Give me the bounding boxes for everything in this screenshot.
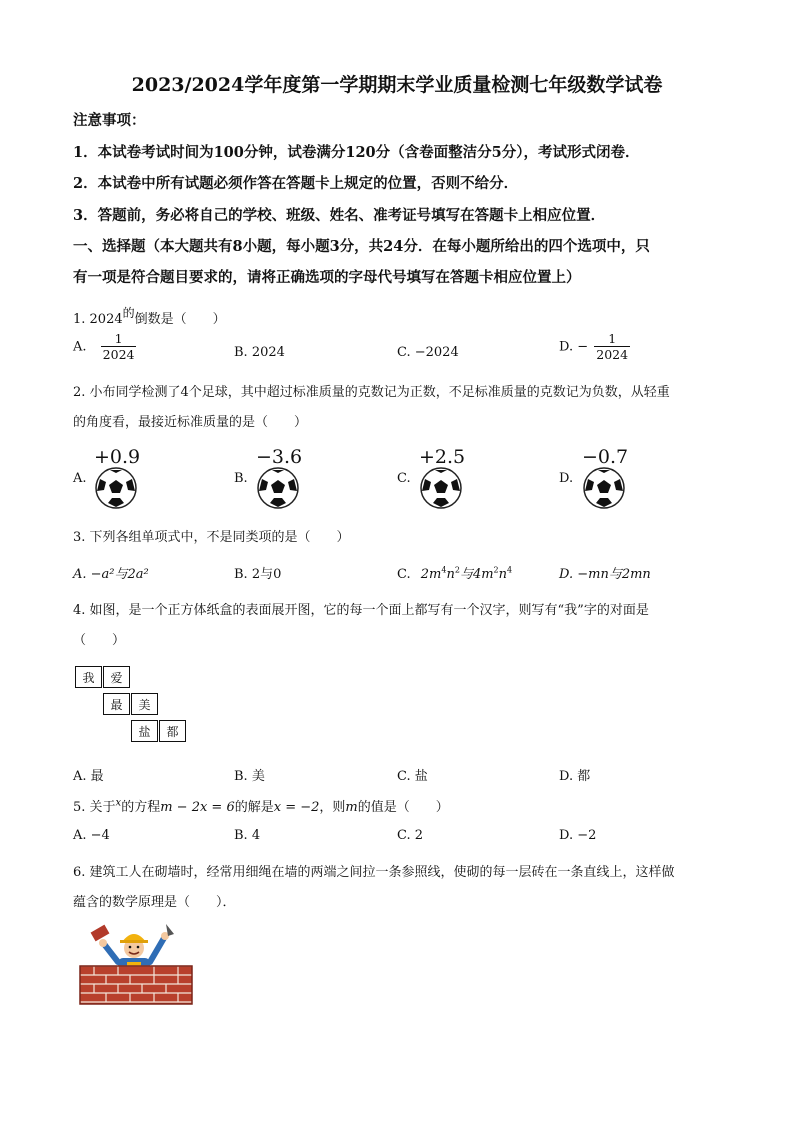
q5-option-c: C. 2 [397, 828, 424, 843]
q5-option-d: D. −2 [559, 828, 597, 843]
q1-stem-text: 倒数是（ ） [134, 312, 226, 327]
q2-stem-line2: 的角度看，最接近标准质量的是（ ） [73, 415, 308, 430]
cube-net-figure [75, 666, 195, 746]
q5-stem-part3: 的解是 [234, 800, 274, 815]
cube-face-1: 我 [75, 666, 102, 688]
q3-stem: 3. 下列各组单项式中，不是同类项的是（ ） [73, 530, 350, 545]
notice-item-3: 3．答题前，务必将自己的学校、班级、姓名、准考证号填写在答题卡上相应位置． [73, 207, 606, 224]
q4-option-b: B. 美 [234, 769, 265, 784]
cube-face-2: 爱 [103, 666, 130, 688]
q5-stem-m: m [345, 800, 358, 815]
q4-stem-line2: （ ） [73, 633, 126, 648]
q5-stem [73, 796, 449, 815]
q5-stem-part2: 的方程 [121, 800, 161, 815]
q1-option-d-label: D. − [559, 339, 589, 355]
cube-face-4: 美 [131, 693, 158, 715]
q2-option-d-value: −0.7 [582, 446, 629, 468]
soccer-ball-icon [582, 467, 626, 509]
q1-option-c: C. −2024 [397, 345, 459, 360]
q1-option-a-numerator: 1 [101, 331, 137, 347]
q5-stem-solution: x = −2 [273, 800, 320, 815]
q2-stem-line1: 2. 小布同学检测了4个足球，其中超过标准质量的克数记为正数，不足标准质量的克数记为负数，从轻重 [73, 385, 670, 400]
q3-option-b: B. 2与0 [234, 567, 282, 582]
q6-stem-line2: 蕴含的数学原理是（ ）． [73, 895, 236, 910]
q3-option-c-term2: n [446, 567, 455, 582]
cube-face-6: 都 [159, 720, 186, 742]
q2-option-a-label: A. [73, 471, 87, 486]
q1-stem-de: 的 [122, 306, 135, 320]
q1-option-a-fraction [101, 331, 137, 363]
soccer-ball-icon [256, 467, 300, 509]
page-title: 2023/2024学年度第一学期期末学业质量检测七年级数学试卷 [131, 74, 663, 96]
q3-option-a: A. −a²与2a² [73, 567, 149, 582]
q1-stem-number: 1. 2024 [73, 312, 123, 327]
q3-option-c-exp1: 4 [441, 565, 447, 575]
q3-option-d: D. −mn与2mn [559, 567, 651, 582]
q5-stem-part5: 的值是（ ） [357, 800, 449, 815]
q1-option-a [73, 331, 136, 363]
q3-option-c-exp3: 2 [493, 565, 499, 575]
q4-stem-line1: 4. 如图，是一个正方体纸盒的表面展开图，它的每一个面上都写有一个汉字，则写有“我”字的对面是 [73, 603, 649, 618]
notice-heading: 注意事项： [73, 112, 146, 129]
q3-option-c-mid: 与4m [459, 567, 494, 582]
q5-stem-x: x [115, 797, 122, 809]
q4-option-d: D. 都 [559, 769, 591, 784]
bricklayer-illustration [78, 922, 194, 1006]
q1-option-d-denominator: 2024 [596, 347, 629, 362]
q3-option-c-label: C. [397, 567, 411, 582]
q2-option-a-value: +0.9 [94, 446, 141, 468]
section-heading-line1: 一、选择题（本大题共有8小题，每小题3分，共24分．在每小题所给出的四个选项中，只 [73, 238, 650, 255]
q1-option-d [559, 331, 630, 363]
q2-option-b-value: −3.6 [256, 446, 303, 468]
q5-option-a: A. −4 [73, 828, 110, 843]
q5-stem-part1: 5. 关于 [73, 800, 116, 815]
q2-option-c-label: C. [397, 471, 411, 486]
q4-option-a: A. 最 [73, 769, 104, 784]
soccer-ball-icon [94, 467, 138, 509]
notice-item-2: 2．本试卷中所有试题必须作答在答题卡上规定的位置，否则不给分． [73, 175, 519, 192]
q1-option-b: B. 2024 [234, 345, 285, 360]
q1-stem [73, 304, 226, 327]
q2-option-c-value: +2.5 [419, 446, 466, 468]
q3-option-c-term1: 2m [420, 567, 442, 582]
q2-option-b-label: B. [234, 471, 248, 486]
cube-face-3: 最 [103, 693, 130, 715]
q5-option-b: B. 4 [234, 828, 261, 843]
q3-option-c-term3: n [498, 567, 508, 582]
section-heading-line2: 有一项是符合题目要求的，请将正确选项的字母代号填写在答题卡相应位置上） [73, 269, 581, 286]
q3-option-c [397, 563, 512, 582]
q2-option-d-label: D. [559, 471, 574, 486]
q1-option-d-fraction [594, 331, 630, 363]
q1-option-a-denominator: 2024 [102, 347, 135, 362]
q4-option-c: C. 盐 [397, 769, 428, 784]
cube-face-5: 盐 [131, 720, 158, 742]
q6-stem-line1: 6. 建筑工人在砌墙时，经常用细绳在墙的两端之间拉一条参照线，使砌的每一层砖在一条直线上，这样做 [73, 865, 675, 880]
notice-item-1: 1．本试卷考试时间为100分钟，试卷满分120分（含卷面整洁分5分），考试形式闭卷． [73, 144, 640, 161]
soccer-ball-icon [419, 467, 463, 509]
q5-stem-part4: ，则 [319, 800, 346, 815]
q3-option-c-exp4: 4 [507, 565, 513, 575]
q1-option-d-numerator: 1 [594, 331, 630, 347]
q1-option-a-label: A. [73, 339, 87, 355]
q3-option-c-exp2: 2 [454, 565, 460, 575]
q5-stem-equation: m − 2x = 6 [160, 800, 235, 815]
